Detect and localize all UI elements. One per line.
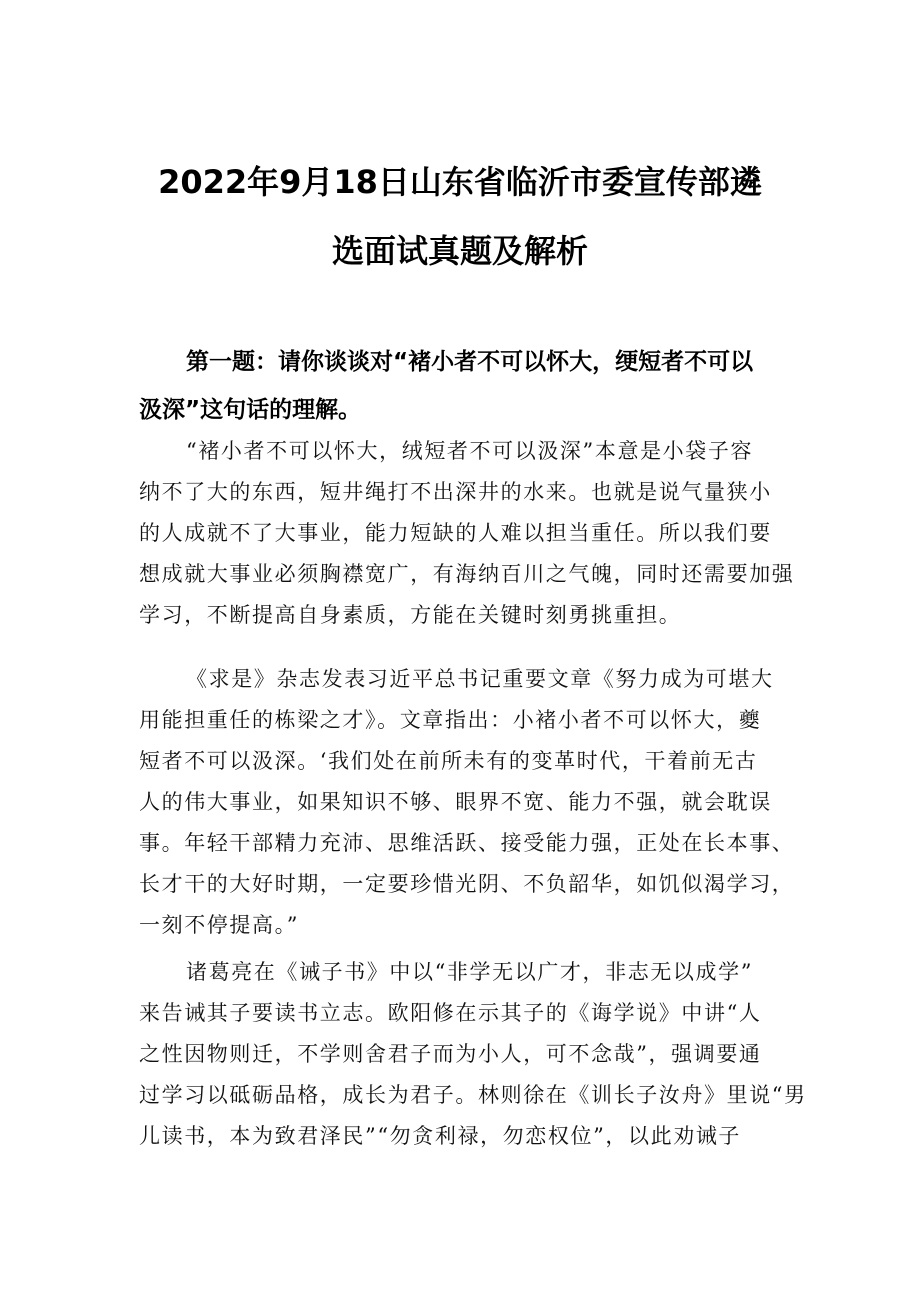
body-line: 长才干的大好时期，一定要珍惜光阴、不负韶华，如饥似渴学习， (139, 872, 795, 896)
body-line: 短者不可以汲深。‘我们处在前所未有的变革时代，干着前无古 (139, 749, 758, 773)
body-line: 学习，不断提高自身素质，方能在关键时刻勇挑重担。 (139, 603, 682, 627)
document-title-line-2: 选面试真题及解析 (331, 232, 588, 270)
body-line: 儿读书，本为致君泽民”“勿贪利禄，勿恋权位”，以此劝诫子 (139, 1124, 742, 1148)
question-line-1: 第一题：请你谈谈对“褚小者不可以怀大，绠短者不可以 (186, 349, 754, 375)
body-line: 一刻不停提高。” (139, 913, 300, 937)
body-line: 来告诫其子要读书立志。欧阳修在示其子的《诲学说》中讲“人 (139, 1001, 762, 1025)
body-line: 《求是》杂志发表习近平总书记重要文章《努力成为可堪大 (186, 667, 774, 691)
document-title-line-1: 2022年9月18日山东省临沂市委宣传部遴 (158, 163, 762, 201)
body-line: 纳不了大的东西，短井绳打不出深井的水来。也就是说气量狭小 (139, 480, 772, 504)
body-line: 的人成就不了大事业，能力短缺的人难以担当重任。所以我们要 (139, 521, 772, 545)
body-line: 过学习以砥砺品格，成长为君子。林则徐在《训长子汝舟》里说“男 (139, 1083, 807, 1107)
body-line: 想成就大事业必须胸襟宽广，有海纳百川之气魄，同时还需要加强 (139, 562, 795, 586)
body-line: 诸葛亮在《诫子书》中以“非学无以广才，非志无以成学” (186, 960, 754, 984)
body-line: 事。年轻干部精力充沛、思维活跃、接受能力强，正处在长本事、 (139, 831, 795, 855)
body-line: 人的伟大事业，如果知识不够、眼界不宽、能力不强，就会耽误 (139, 790, 772, 814)
body-line: 之性因物则迁，不学则舍君子而为小人，可不念哉”，强调要通 (139, 1042, 762, 1066)
body-line: 用能担重任的栋梁之才》。文章指出：小褚小者不可以怀大，夔 (139, 708, 762, 732)
body-line: “褚小者不可以怀大，绒短者不可以汲深”本意是小袋子容 (186, 439, 754, 463)
question-line-2: 汲深”这句话的理解。 (139, 397, 362, 423)
